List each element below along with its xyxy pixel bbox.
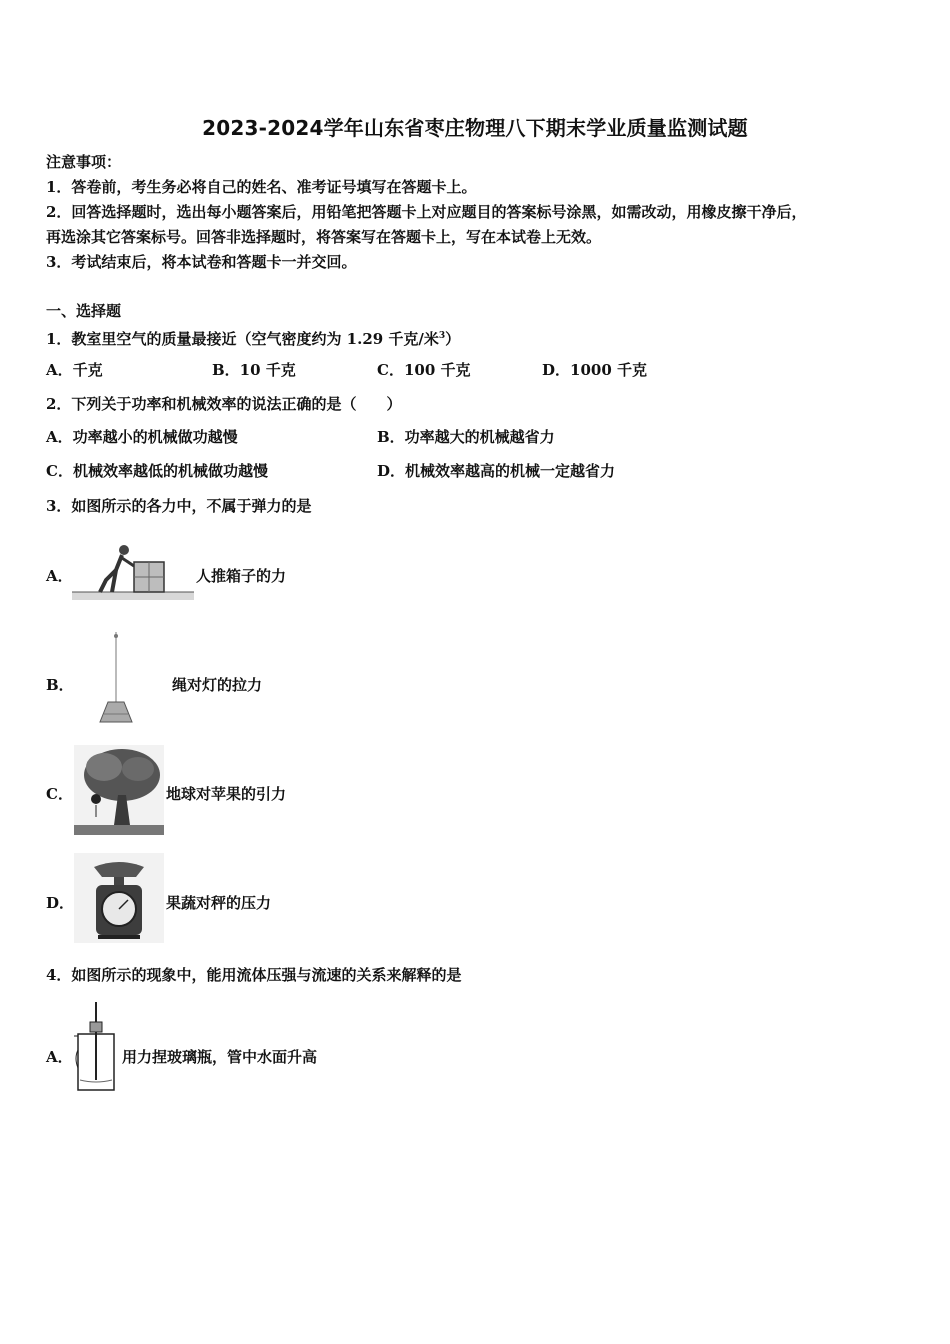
hanging-lamp-figure bbox=[92, 632, 148, 728]
question-3-stem: 3．如图所示的各力中，不属于弹力的是 bbox=[46, 497, 312, 515]
q3-option-a-label[interactable]: A． bbox=[46, 567, 73, 585]
question-1-end: ） bbox=[445, 330, 461, 348]
q3-option-a-caption: 人推箱子的力 bbox=[196, 567, 287, 585]
page-title: 2023-2024学年山东省枣庄物理八下期末学业质量监测试题 bbox=[202, 116, 748, 140]
q4-option-a-label[interactable]: A． bbox=[46, 1048, 73, 1066]
q3-option-c-caption: 地球对苹果的引力 bbox=[166, 785, 287, 803]
notice-item-2-line-1: 2．回答选择题时，选出每小题答案后，用铅笔把答题卡上对应题目的答案标号涂黑，如需改动，用橡皮擦干净后， bbox=[46, 203, 807, 221]
kitchen-scale-figure bbox=[74, 853, 164, 943]
notice-heading: 注意事项： bbox=[46, 153, 122, 171]
q2-option-b[interactable]: B．功率越大的机械越省力 bbox=[377, 428, 555, 446]
q3-option-b-caption: 绳对灯的拉力 bbox=[172, 676, 263, 694]
glass-bottle-tube-figure bbox=[72, 1000, 120, 1096]
q2-option-d[interactable]: D．机械效率越高的机械一定越省力 bbox=[377, 462, 616, 480]
notice-item-3: 3．考试结束后，将本试卷和答题卡一并交回。 bbox=[46, 253, 357, 271]
question-1-superscript: 3 bbox=[438, 331, 446, 341]
q4-option-a-caption: 用力捏玻璃瓶，管中水面升高 bbox=[122, 1048, 318, 1066]
q2-option-a[interactable]: A．功率越小的机械做功越慢 bbox=[46, 428, 238, 446]
question-2-stem: 2．下列关于功率和机械效率的说法正确的是（ ） bbox=[46, 395, 402, 413]
question-4-stem: 4．如图所示的现象中，能用流体压强与流速的关系来解释的是 bbox=[46, 966, 462, 984]
question-1-stem bbox=[46, 326, 460, 349]
section-heading: 一、选择题 bbox=[46, 302, 122, 320]
q3-option-c-label[interactable]: C． bbox=[46, 785, 73, 803]
notice-item-2-line-2: 再选涂其它答案标号。回答非选择题时，将答案写在答题卡上，写在本试卷上无效。 bbox=[46, 228, 602, 246]
q1-option-b[interactable]: B．10 千克 bbox=[212, 361, 296, 379]
person-pushing-box-figure bbox=[72, 540, 194, 604]
q2-option-c[interactable]: C．机械效率越低的机械做功越慢 bbox=[46, 462, 268, 480]
q3-option-b-label[interactable]: B． bbox=[46, 676, 74, 694]
q1-option-d[interactable]: D．1000 千克 bbox=[542, 361, 647, 379]
question-1-text: 1．教室里空气的质量最接近（空气密度约为 1.29 千克/米 bbox=[46, 330, 439, 348]
q1-option-c[interactable]: C．100 千克 bbox=[377, 361, 471, 379]
q3-option-d-label[interactable]: D． bbox=[46, 894, 75, 912]
notice-item-1: 1．答卷前，考生务必将自己的姓名、准考证号填写在答题卡上。 bbox=[46, 178, 477, 196]
q1-option-a[interactable]: A．千克 bbox=[46, 361, 103, 379]
q3-option-d-caption: 果蔬对秤的压力 bbox=[166, 894, 272, 912]
apple-tree-figure bbox=[74, 745, 164, 835]
